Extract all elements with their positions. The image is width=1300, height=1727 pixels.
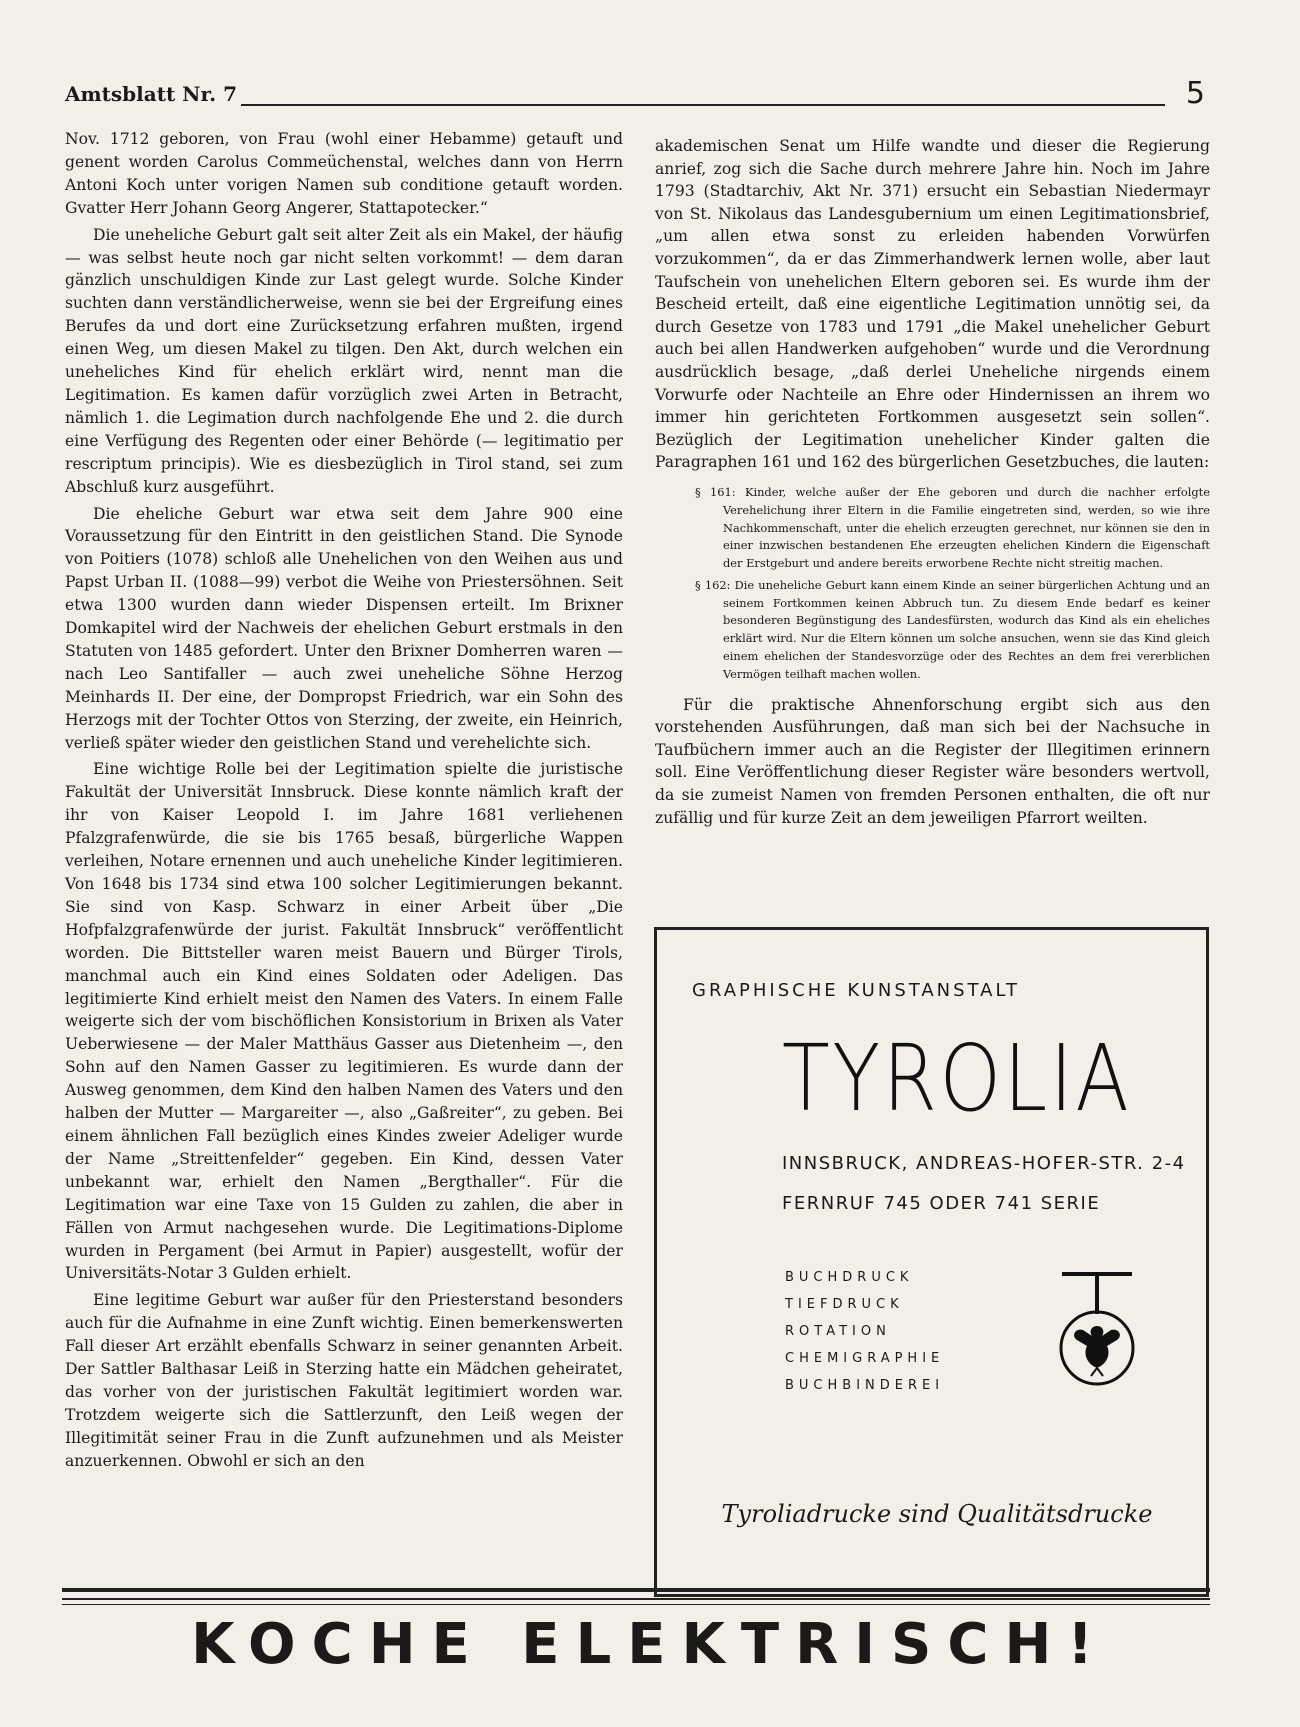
publication-title: Amtsblatt Nr. 7 (65, 82, 241, 106)
right-paragraph: Für die praktische Ahnenforschung ergibt sich aus den vorstehenden Ausführungen, daß man sich bei der Nachsuche in Taufbüchern immer auch an die Register der Illegitimen erinnern soll. Eine Veröffentlichung dieser Register wäre besonders wertvoll, da sie zumeist Namen von fremden Personen enthalten, die oft nur zufällig und für kurze Zeit an dem jeweiligen Pfarrort weilten. (655, 695, 1210, 827)
law-paragraph-162: § 162: Die uneheliche Geburt kann einem Kinde an seiner bürgerlichen Achtung und an seinem Fortkommen keinen Abbruch tun. Zu diesem Ende bedarf es keiner besonderen Begünstigung des Landesfürsten, wodurch das Kind als ein eheliches erklärt wird. Nur die Eltern können um solche ansuchen, wenn sie das Kind gleich einem ehelichen der Standesvorzüge oder des Rechtes an dem frei vererblichen Vermögen teilhaft machen wollen. (695, 577, 1210, 681)
law-excerpt (655, 484, 1210, 684)
ad-service-item: BUCHBINDEREI (785, 1378, 945, 1393)
left-paragraph: Die uneheliche Geburt galt seit alter Zeit als ein Makel, der häufig — was selbst heute noch gar nicht selten vorkommt! — dem daran gänzlich unschuldigen Kinde zur Last gelegt wurde. Solche Kinder suchten dann verständlicherweise, wenn sie bei der Ergreifung eines Berufes da und dort eine Zurücksetzung erfahren mußten, irgend einen Weg, um diesen Makel zu tilgen. Den Akt, durch welchen ein uneheliches Kind für ehelich erklärt wird, nennt man die Legitimation. Es kamen dafür vorzüglich zwei Arten in Betracht, nämlich 1. die Legimation durch nachfolgende Ehe und 2. die durch eine Verfügung des Regenten oder einer Behörde (— legitimatio per rescriptum principis). Wie es diesbezüglich in Tirol stand, sei zum Abschluß kurz ausgeführt. (65, 225, 623, 496)
eagle-emblem-icon (1047, 1270, 1147, 1390)
left-paragraph: Die eheliche Geburt war etwa seit dem Jahre 900 eine Voraussetzung für den Eintritt in den geistlichen Stand. Die Synode von Poitiers (1078) schloß alle Unehelichen von den Weihen aus und Papst Urban II. (1088—99) verbot die Weihe von Priestersöhnen. Seit etwa 1300 wurden dann wieder Dispensen erteilt. Im Brixner Domkapitel wird der Nachweis der ehelichen Geburt erstmals in den Statuten von 1485 gefordert. Unter den Brixner Domherren waren — nach Leo Santifaller — auch zwei uneheliche Söhne Herzog Meinhards II. Der eine, der Dompropst Friedrich, war ein Sohn des Herzogs mit der Tochter Ottos von Sterzing, der zweite, ein Heinrich, verließ später wieder den geistlichen Stand und verehelichte sich. (65, 504, 623, 752)
left-paragraph: Eine legitime Geburt war außer für den Priesterstand besonders auch für die Aufnahme in eine Zunft wichtig. Einen bemerkenswerten Fall dieser Art erzählt ebenfalls Schwarz in seiner genannten Arbeit. Der Sattler Balthasar Leiß in Sterzing hatte ein Mädchen geheiratet, das vorher von der juristischen Fakultät legitimiert worden war. Trotzdem weigerte sich die Sattlerzunft, den Leiß wegen der Illegitimität seiner Frau in die Zunft aufzunehmen und als Meister anzuerkennen. Obwohl er sich an den (65, 1291, 623, 1470)
ad-service-item: CHEMIGRAPHIE (785, 1351, 945, 1366)
ad-service-item: ROTATION (785, 1324, 891, 1339)
tyrolia-advertisement (654, 927, 1209, 1597)
ad-phone: FERNRUF 745 ODER 741 SERIE (782, 1193, 1101, 1214)
page-number: 5 (1185, 76, 1205, 111)
left-column (65, 128, 623, 1477)
law-paragraph-161: § 161: Kinder, welche außer der Ehe geboren und durch die nachher erfolgte Verehelichung ihrer Eltern in die Familie eingetreten sind, werden, so wie ihre Nachkommenschaft, unter die ehelich erzeugten gerechnet, nur können sie den in einer inzwischen bestandenen Ehe erzeugten ehelichen Kindern die Eigenschaft der Erstgeburt und andere bereits erworbene Rechte nicht streitig machen. (695, 484, 1210, 571)
right-column (655, 135, 1210, 833)
ad-tagline: GRAPHISCHE KUNSTANSTALT (692, 980, 1021, 1001)
ad-slogan: Tyroliadrucke sind Qualitätsdrucke (721, 1500, 1153, 1528)
footer-banner: KOCHE ELEKTRISCH! (191, 1612, 1109, 1677)
ad-service-item: TIEFDRUCK (785, 1297, 904, 1312)
footer-rules (62, 1588, 1210, 1605)
ad-address: INNSBRUCK, ANDREAS-HOFER-STR. 2-4 (782, 1153, 1186, 1174)
left-paragraph: Eine wichtige Rolle bei der Legitimation spielte die juristische Fakultät der Universität Innsbruck. Diese konnte nämlich kraft der ihr von Kaiser Leopold I. im Jahre 1681 verliehenen Pfalzgrafenwürde, die sie bis 1765 besaß, bürgerliche Wappen verleihen, Notare ernennen und auch uneheliche Kinder legitimieren. Von 1648 bis 1734 sind etwa 100 solcher Legitimierungen bekannt. Sie sind von Kasp. Schwarz in einer Arbeit über „Die Hofpfalzgrafenwürde der jurist. Fakultät Innsbruck“ veröffentlicht worden. Die Bittsteller waren meist Bauern und Bürger Tirols, manchmal auch ein Kind eines Soldaten oder Adeligen. Das legitimierte Kind erhielt meist den Namen des Vaters. In einem Falle weigerte sich der vom bischöflichen Konsistorium in Brixen als Vater Ueberwiesene — der Maler Matthäus Gasser aus Dietenheim —, den Sohn auf den Namen Gasser zu legitimieren. Es wurde dann der Ausweg genommen, dem Kind den halben Namen des Vaters und den halben der Mutter — Margareiter —, also „Gaßreiter“, zu geben. Bei einem ähnlichen Fall bezüglich eines Kindes zweier Adeliger wurde der Name „Streittenfelder“ gegeben. Ein Kind, dessen Vater unbekannt war, erhielt den Namen „Bergthaller“. Für die Legitimation war eine Taxe von 15 Gulden zu zahlen, die aber in Fällen von Armut nachgesehen wurde. Die Legitimations-Diplome wurden in Pergament (bei Armut in Papier) ausgestellt, wofür der Universitäts-Notar 3 Gulden erhielt. (65, 760, 623, 1283)
right-paragraph: akademischen Senat um Hilfe wandte und dieser die Regierung anrief, zog sich die Sache durch mehrere Jahre hin. Noch im Jahre 1793 (Stadtarchiv, Akt Nr. 371) ersucht ein Sebastian Niedermayr von St. Nikolaus das Landesgubernium um einen Legitimationsbrief, „um allen etwa sonst zu erleiden habenden Vorwürfen vorzukommen“, da er das Zimmerhandwerk lernen wolle, aber laut Taufschein von unehelichen Eltern geboren sei. Es wurde ihm der Bescheid erteilt, daß eine eigentliche Legitimation unnötig sei, da durch Gesetze von 1783 und 1791 „die Makel unehelicher Geburt auch bei allen Handwerken aufgehoben“ wurde und die Verordnung ausdrücklich besage, „daß derlei Uneheliche nirgends einem Vorwurfe oder Nachteile an Ehre oder Hindernissen an ihrem wo immer hin gerichteten Fortkommen ausgesetzt sein sollen“. Bezüglich der Legitimation unehelicher Kinder galten die Paragraphen 161 und 162 des bürgerlichen Gesetzbuches, die lauten: (655, 137, 1210, 472)
ad-service-item: BUCHDRUCK (785, 1270, 914, 1285)
left-paragraph: Nov. 1712 geboren, von Frau (wohl einer Hebamme) getauft und genent worden Carolus Commeüchenstal, welches dann von Herrn Antoni Koch unter vorigen Namen sub conditione getauft worden. Gvatter Herr Johann Georg Angerer, Stattapotecker.“ (65, 130, 623, 217)
page-header (65, 76, 1205, 112)
ad-services-list (785, 1270, 944, 1405)
ad-brand-name: TYROLIA (782, 1025, 1132, 1132)
